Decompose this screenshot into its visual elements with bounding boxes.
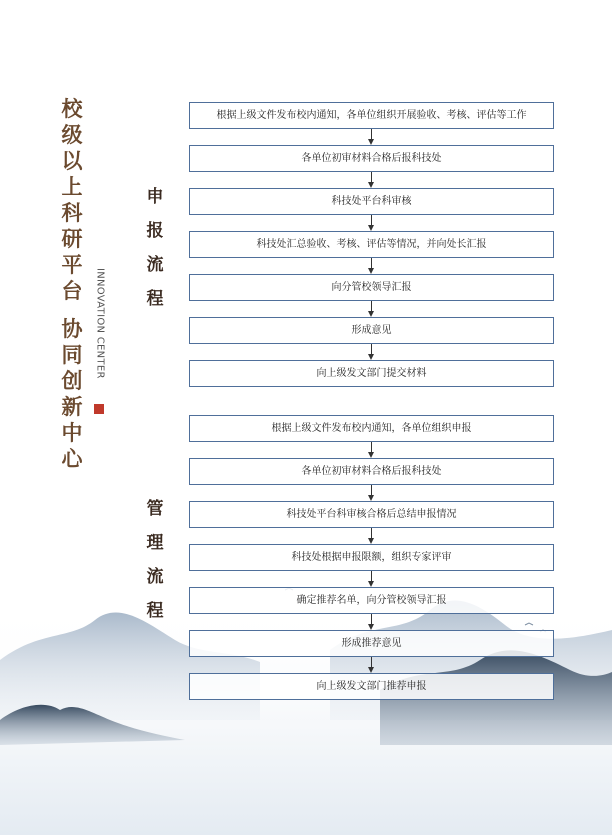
apply-step-7: 向上级发文部门提交材料 [189,360,554,387]
title-char: 中 [61,420,83,445]
down-arrow-icon [189,301,554,317]
manage-flowchart [189,415,554,700]
manage-step-6: 形成推荐意见 [189,630,554,657]
down-arrow-icon [189,571,554,587]
title-char: 以 [61,148,83,173]
down-arrow-icon [189,129,554,145]
title-char: 心 [61,446,83,471]
title-char: 台 [61,278,83,303]
down-arrow-icon [189,442,554,458]
down-arrow-icon [189,215,554,231]
down-arrow-icon [189,258,554,274]
subtitle-text: INNOVATION CENTER [94,268,106,379]
label-char: 理 [146,533,164,553]
apply-step-1: 根据上级文件发布校内通知，各单位组织开展验收、考核、评估等工作 [189,102,554,129]
label-char: 申 [146,187,164,207]
down-arrow-icon [189,485,554,501]
label-char: 流 [146,567,164,587]
manage-step-5: 确定推荐名单，向分管校领导汇报 [189,587,554,614]
title-char: 科 [61,200,83,225]
title-char: 创 [61,368,83,393]
title-char: 同 [61,342,83,367]
manage-step-4: 科技处根据申报限额，组织专家评审 [189,544,554,571]
apply-step-2: 各单位初审材料合格后报科技处 [189,145,554,172]
down-arrow-icon [189,528,554,544]
apply-step-4: 科技处汇总验收、考核、评估等情况，并向处长汇报 [189,231,554,258]
apply-step-6: 形成意见 [189,317,554,344]
label-char: 报 [146,221,164,241]
label-char: 管 [146,499,164,519]
apply-flowchart [189,102,554,387]
title-char: 级 [61,122,83,147]
manage-step-7: 向上级发文部门推荐申报 [189,673,554,700]
manage-step-1: 根据上级文件发布校内通知，各单位组织申报 [189,415,554,442]
apply-process-label [145,180,165,316]
title-char: 新 [61,394,83,419]
title-gap [60,304,84,316]
down-arrow-icon [189,614,554,630]
label-char: 流 [146,255,164,275]
label-char: 程 [146,601,164,621]
apply-step-3: 科技处平台科审核 [189,188,554,215]
down-arrow-icon [189,344,554,360]
title-char: 校 [61,96,83,121]
manage-process-label [145,492,165,628]
manage-step-3: 科技处平台科审核合格后总结申报情况 [189,501,554,528]
apply-step-5: 向分管校领导汇报 [189,274,554,301]
title-char: 上 [61,174,83,199]
label-char: 程 [146,289,164,309]
title-char: 研 [61,226,83,251]
manage-step-2: 各单位初审材料合格后报科技处 [189,458,554,485]
subtitle [92,268,108,418]
title-char: 平 [61,252,83,277]
down-arrow-icon [189,657,554,673]
main-title [60,96,84,472]
down-arrow-icon [189,172,554,188]
red-square-accent [94,404,104,414]
title-char: 协 [61,316,83,341]
